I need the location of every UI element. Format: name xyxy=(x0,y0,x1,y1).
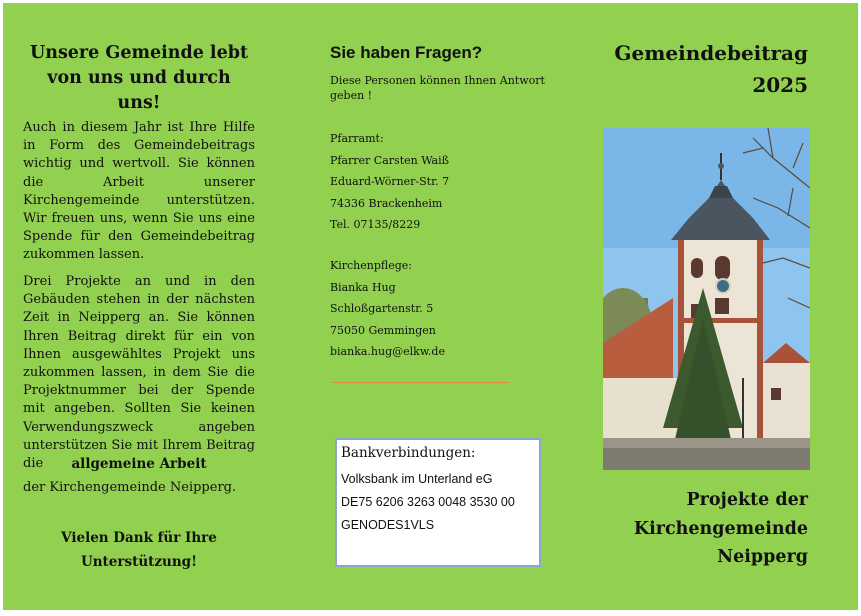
projects-subtitle: Projekte der Kirchengemeinde Neipperg xyxy=(633,490,808,567)
bank-name: Volksbank im Unterland eG xyxy=(341,472,493,486)
contact-label: Pfarramt: xyxy=(330,132,384,145)
projects-paragraph: Drei Projekte an und in den Gebäuden stehen in der nächsten Zeit in Neipperg an. Sie können Ihren Beitrag direkt für ein von Ihnen ausgewähltes Projekt uns zukommen lassen, in dem Sie die Projektnummer bei der Spende mit angeben. Sollten Sie keinen Verwendungszweck angeben unterstützen Sie mit Ihrem Beitrag die xyxy=(23,274,255,472)
contact-city: 74336 Brackenheim xyxy=(330,196,443,210)
cover-title-line1: Gemeindebeitrag xyxy=(614,41,808,65)
contact-street: Eduard-Wörner-Str. 7 xyxy=(330,175,450,188)
intro-paragraph: Auch in diesem Jahr ist Ihre Hilfe in Form des Gemeindebeitrags wichtig und wertvoll. Sie können die Arbeit unserer Kirchengemeinde unterstützen. Wir freuen uns, wenn Sie uns eine Spende für den Gemeindebeitrag zukommen lassen. xyxy=(23,120,255,263)
contact-name: Pfarrer Carsten Waiß xyxy=(330,153,449,167)
contact-label: Kirchenpflege: xyxy=(330,259,412,272)
bank-title: Bankverbindungen: xyxy=(341,445,476,461)
general-work-emphasis: allgemeine Arbeit xyxy=(71,456,207,472)
dotted-separator xyxy=(333,382,509,383)
contact-phone: Tel. 07135/8229 xyxy=(330,218,421,231)
cover-title xyxy=(578,37,808,101)
flyer-sheet xyxy=(3,3,858,610)
thanks-text: Vielen Dank für Ihre Unterstützung! xyxy=(61,530,217,570)
church-photo xyxy=(603,128,810,470)
contact-street: Schloßgartenstr. 5 xyxy=(330,302,434,315)
cover-title-year: 2025 xyxy=(752,73,808,97)
questions-intro: Diese Personen können Ihnen Antwort geben ! xyxy=(330,74,545,102)
bank-details-box xyxy=(335,438,541,567)
contact-name: Bianka Hug xyxy=(330,280,396,294)
contact-city: 75050 Gemmingen xyxy=(330,323,436,337)
contact-email: bianka.hug@elkw.de xyxy=(330,345,445,358)
parish-line: der Kirchengemeinde Neipperg. xyxy=(23,480,237,495)
contact-pfarramt xyxy=(330,128,449,236)
left-heading: Unsere Gemeinde lebt von uns und durch uns! xyxy=(29,43,249,113)
questions-heading: Sie haben Fragen? xyxy=(330,43,483,62)
bank-bic: GENODES1VLS xyxy=(341,518,435,532)
bank-iban: DE75 6206 3263 0048 3530 00 xyxy=(341,495,515,509)
contact-kirchenpflege xyxy=(330,255,445,363)
